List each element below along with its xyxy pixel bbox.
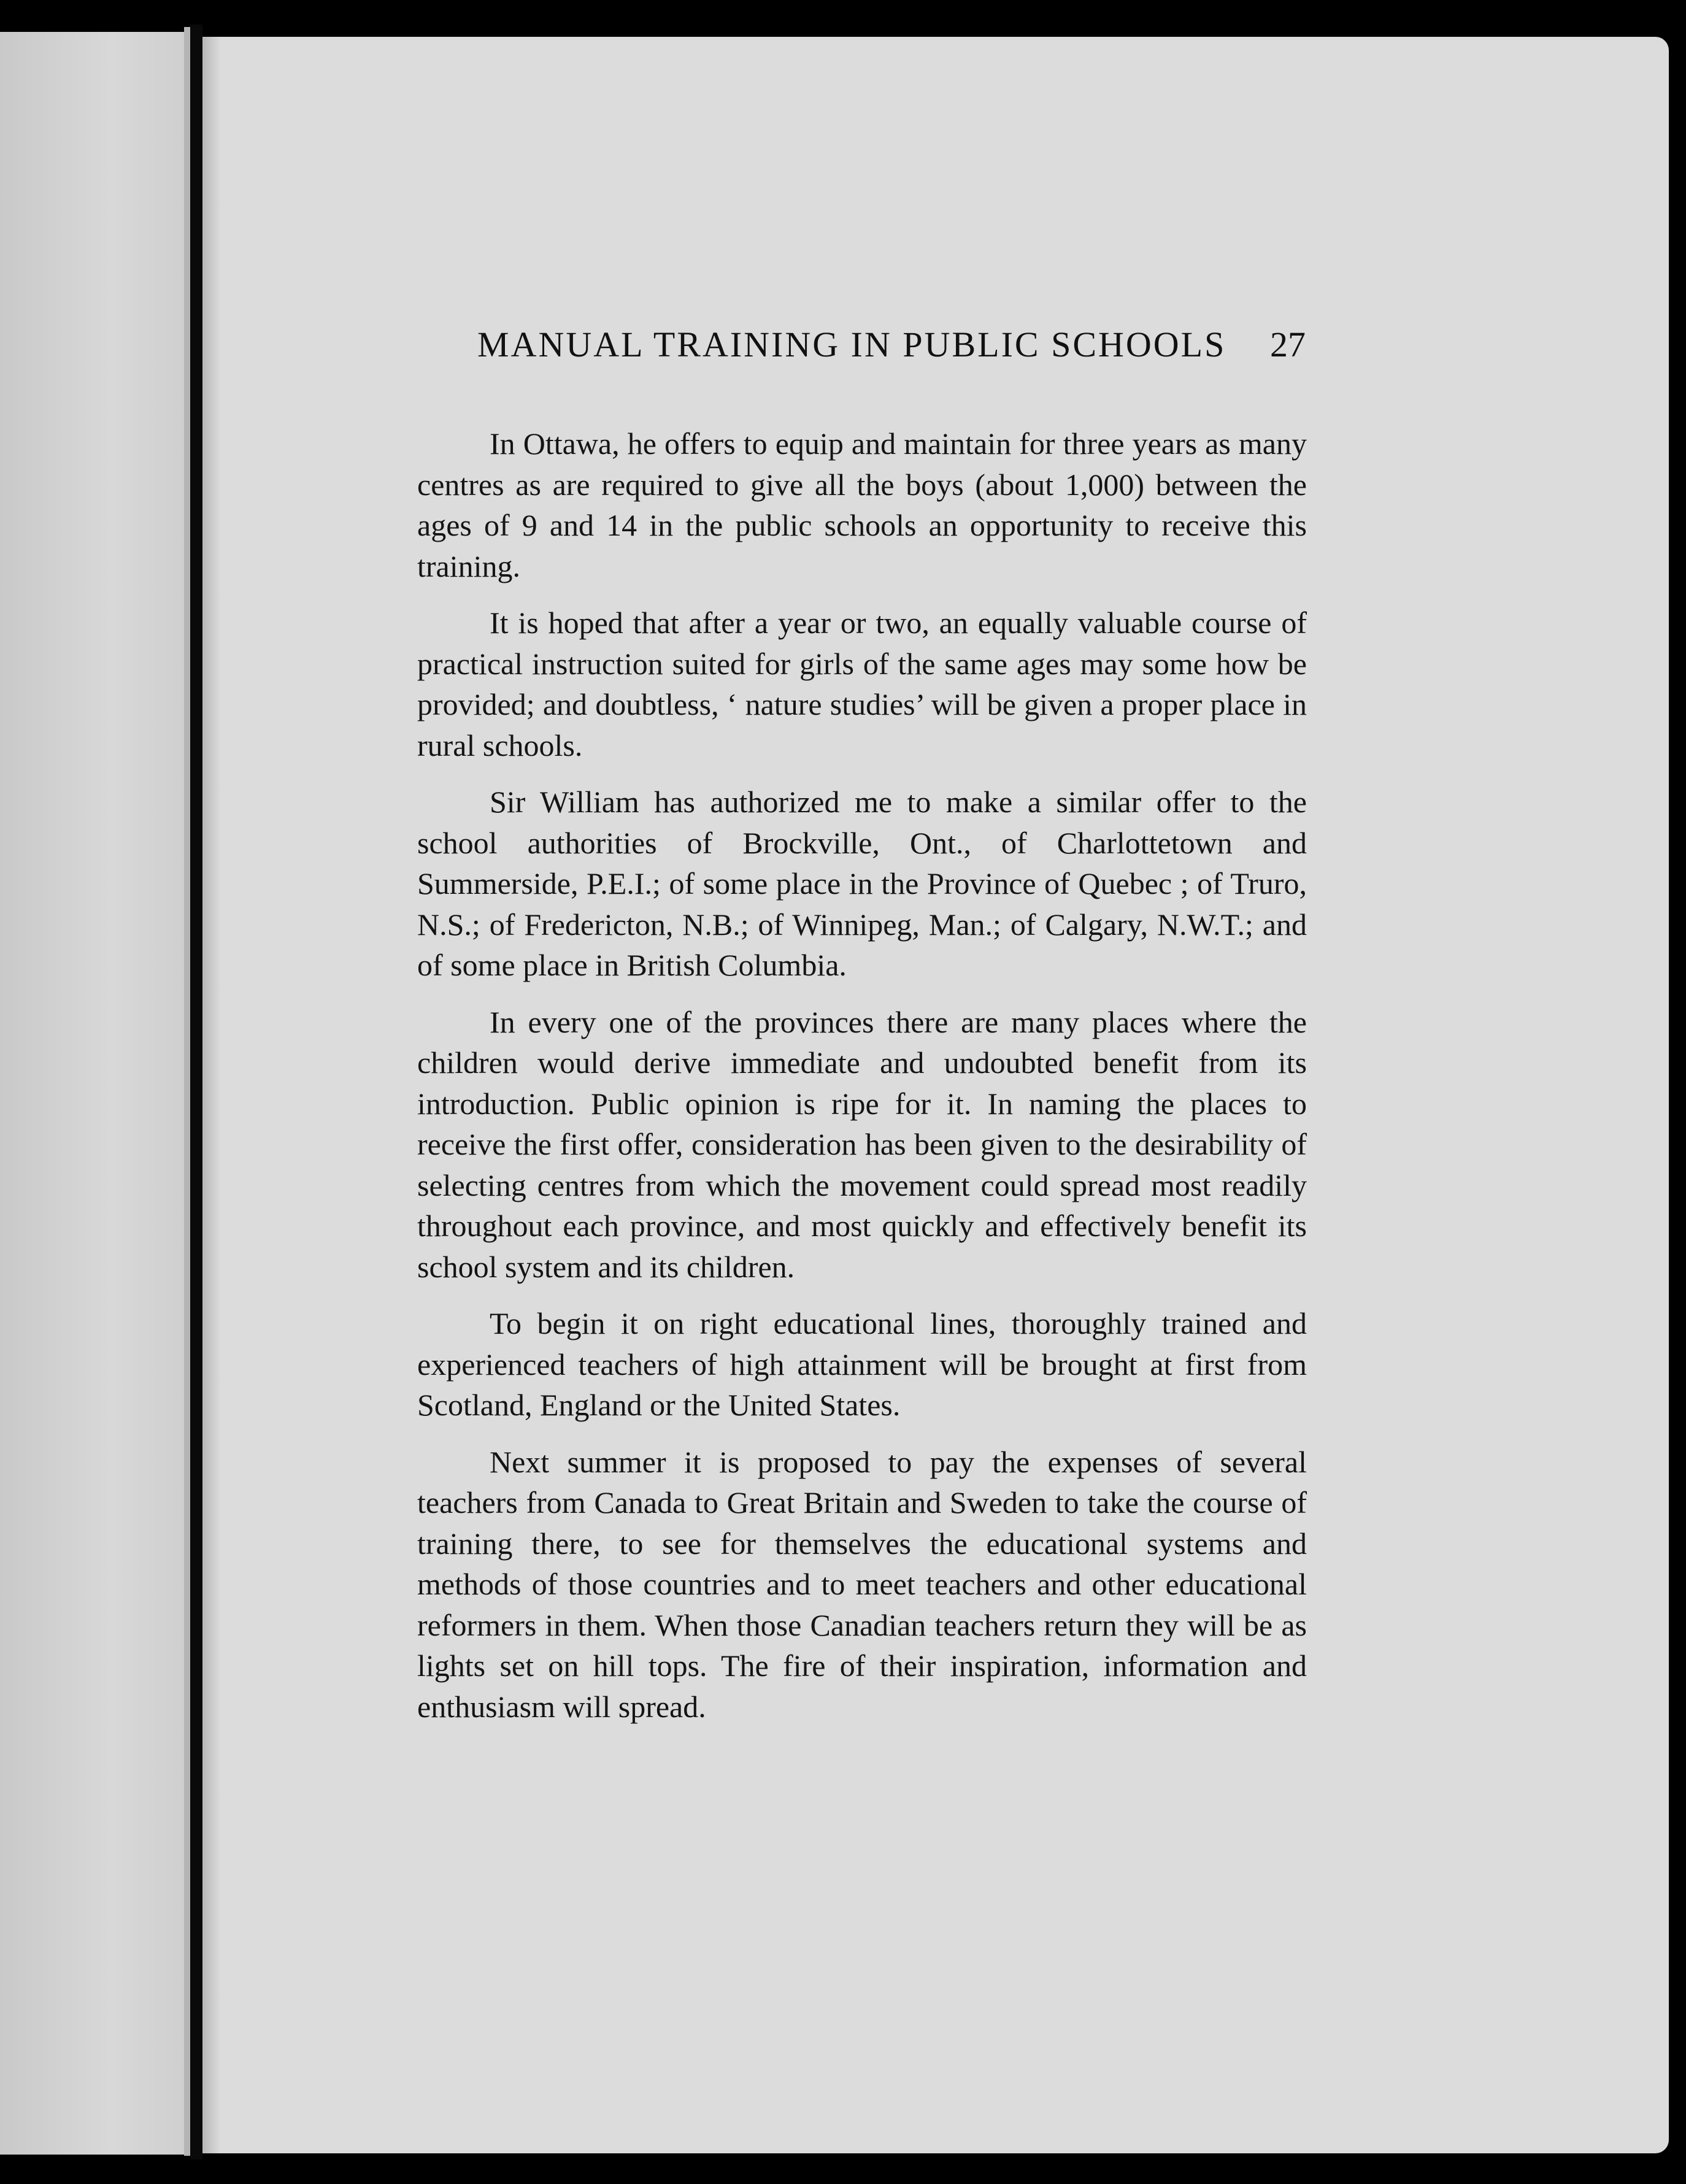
page-edge-strip: [184, 27, 190, 2156]
page-number: 27: [1270, 325, 1306, 364]
paragraph-provinces: In every one of the provinces there are many places where the children would derive immediate and undoubted benefit from its introduction. Public opinion is ripe for it. In naming the places to receive the first offer, consideration has been given to the desirability of selecting centres from which the movement could spread most readily throughout each province, and most quickly and effectively benefit its school system and its children.: [417, 1004, 1307, 1284]
book-gutter: [190, 25, 202, 2159]
paragraph-teachers: To begin it on right educational lines, thoroughly trained and experienced teachers of high attainment will be brought at first from Scotland, England or the United States.: [417, 1306, 1307, 1422]
paragraph-similar-offer: Sir William has authorized me to make a similar offer to the school authorities of Brockville, Ont., of Charlottetown and Summerside, P.E.I.; of some place in the Province of Quebec ; of Truro, N.S.; of Fredericton, N.B.; of Winnipeg, Man.; of Calgary, N.W.T.; and of some place in British Columbia.: [417, 785, 1307, 982]
facing-page-edge: [0, 32, 184, 2155]
paragraph-ottawa-offer: In Ottawa, he offers to equip and maintain for three years as many centres as are required to give all the boys (about 1,000) between the ages of 9 and 14 in the public schools an opportunity to receive this training.: [417, 426, 1307, 583]
body-text: [417, 423, 1307, 1743]
gutter-shadow: [202, 37, 221, 2153]
running-header: [477, 324, 1306, 367]
paragraph-girls-instruction: It is hoped that after a year or two, an equally valuable course of practical instruction suited for girls of the same ages may some how be provided; and doubtless, ‘ nature studies’ will be given a proper place in rural schools.: [417, 606, 1307, 763]
running-title: MANUAL TRAINING IN PUBLIC SCHOOLS: [477, 325, 1226, 364]
paragraph-next-summer: Next summer it is proposed to pay the expenses of several teachers from Canada to Great Britain and Sweden to take the course of training there, to see for themselves the educational systems and methods of those countries and to meet teachers and other educational reformers in them. When those Canadian teachers return they will be as lights set on hill tops. The fire of their inspiration, information and enthusiasm will spread.: [417, 1444, 1307, 1724]
